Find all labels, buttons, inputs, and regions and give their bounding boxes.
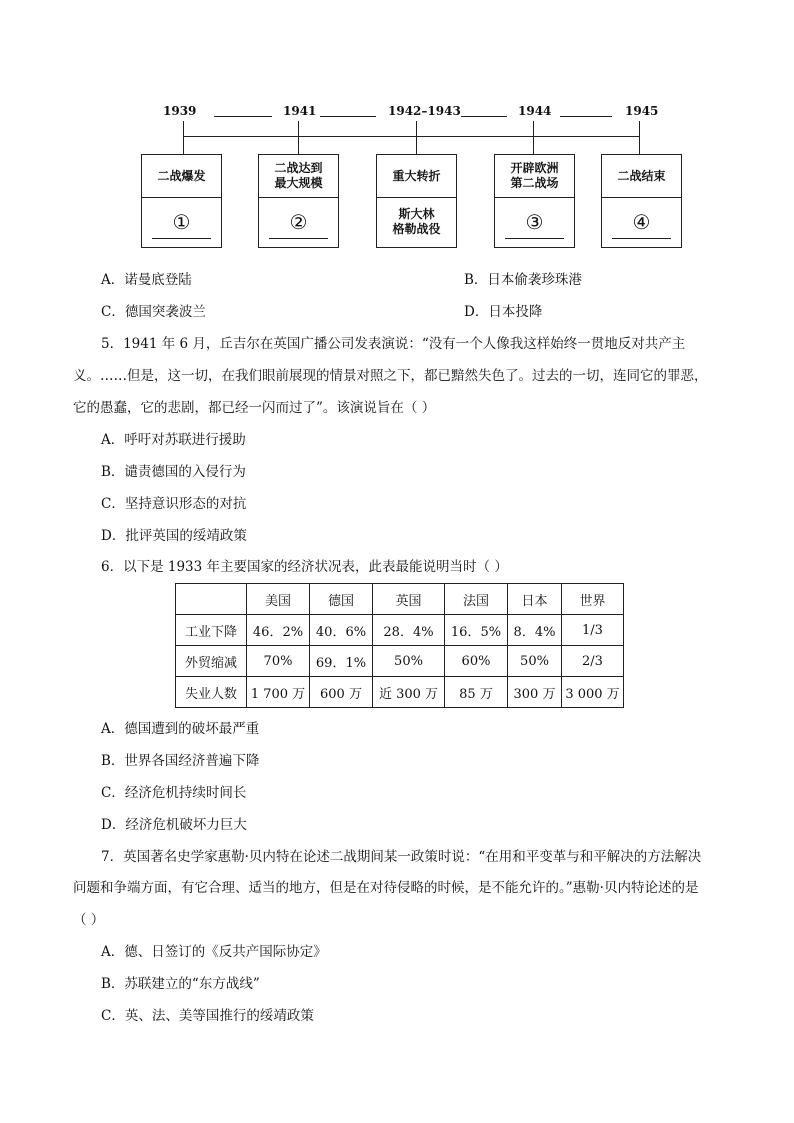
table-cell: 69．1% bbox=[310, 646, 373, 677]
timeline-box-bottom bbox=[259, 197, 338, 247]
q6-option-a[interactable]: A．德国遭到的破坏最严重 bbox=[101, 721, 260, 737]
q5-stem-line-2: 义。……但是，这一切，在我们眼前展现的情景对照之下，都已黯然失色了。过去的一切，连同它的罪恶， bbox=[73, 368, 708, 384]
table-cell: 46．2% bbox=[247, 615, 310, 646]
timeline-tick bbox=[416, 121, 417, 154]
timeline-box-top: 二战结束 bbox=[602, 155, 681, 198]
timeline-year-1944: 1944 bbox=[518, 104, 552, 118]
blank-2: ② bbox=[289, 209, 308, 234]
q5-option-a[interactable]: A．呼吁对苏联进行援助 bbox=[101, 432, 246, 448]
q6-stem: 6．以下是 1933 年主要国家的经济状况表，此表最能说明当时（ ） bbox=[101, 559, 508, 575]
q4-option-b[interactable]: B．日本偷袭珍珠港 bbox=[464, 272, 582, 288]
table-cell: 8．4% bbox=[508, 615, 562, 646]
timeline-box-top: 二战爆发 bbox=[142, 155, 221, 198]
table-cell: 50% bbox=[508, 646, 562, 677]
timeline-year-1939: 1939 bbox=[163, 104, 197, 118]
timeline-year-1945: 1945 bbox=[625, 104, 659, 118]
table-header-cell: 日本 bbox=[508, 584, 562, 615]
q5-option-d[interactable]: D．批评英国的绥靖政策 bbox=[101, 528, 247, 544]
q5-option-b[interactable]: B．谴责德国的入侵行为 bbox=[101, 464, 246, 480]
table-cell: 50% bbox=[373, 646, 445, 677]
timeline-year-1941: 1941 bbox=[283, 104, 317, 118]
table-cell: 300 万 bbox=[508, 677, 562, 708]
blank-1: ① bbox=[172, 209, 191, 234]
q4-option-d[interactable]: D．日本投降 bbox=[464, 304, 543, 320]
q5-stem-line-1: 5．1941 年 6 月，丘吉尔在英国广播公司发表演说：“没有一个人像我这样始终一贯地反对共产主 bbox=[101, 336, 686, 352]
timeline-box-1941 bbox=[258, 154, 339, 248]
q7-stem-line-3: （ ） bbox=[73, 912, 105, 928]
table-cell: 1/3 bbox=[562, 615, 624, 646]
timeline-tick bbox=[639, 121, 640, 154]
blank-3: ③ bbox=[525, 209, 544, 234]
timeline-dash bbox=[214, 116, 272, 117]
table-cell: 28．4% bbox=[373, 615, 445, 646]
q5-option-c[interactable]: C．坚持意识形态的对抗 bbox=[101, 496, 247, 512]
table-header-cell: 英国 bbox=[373, 584, 445, 615]
q6-option-d[interactable]: D．经济危机破坏力巨大 bbox=[101, 817, 247, 833]
timeline-box-top: 重大转折 bbox=[377, 155, 456, 198]
timeline-box-bottom bbox=[495, 197, 574, 247]
q7-stem-line-2: 问题和争端方面，有它合理、适当的地方，但是在对待侵略的时候，是不能允许的。”惠勒·贝内特论述的是 bbox=[73, 880, 699, 896]
table-cell: 工业下降 bbox=[176, 615, 247, 646]
timeline-tick bbox=[183, 121, 184, 154]
timeline-box-bottom bbox=[377, 197, 456, 247]
timeline-box-1942-1943 bbox=[376, 154, 457, 248]
table-cell: 3 000 万 bbox=[562, 677, 624, 708]
table-cell: 70% bbox=[247, 646, 310, 677]
timeline-box-top: 二战达到 最大规模 bbox=[259, 155, 338, 198]
table-cell: 外贸缩减 bbox=[176, 646, 247, 677]
q7-option-b[interactable]: B．苏联建立的“东方战线” bbox=[101, 976, 260, 992]
table-cell: 60% bbox=[445, 646, 508, 677]
timeline-box-top: 开辟欧洲 第二战场 bbox=[495, 155, 574, 198]
timeline-box-1944 bbox=[494, 154, 575, 248]
timeline-box-bottom bbox=[602, 197, 681, 247]
timeline-box-1939 bbox=[141, 154, 222, 248]
timeline-box-1945 bbox=[601, 154, 682, 248]
table-row bbox=[176, 646, 624, 677]
timeline-box-bottom bbox=[142, 197, 221, 247]
table-cell: 600 万 bbox=[310, 677, 373, 708]
table-cell: 失业人数 bbox=[176, 677, 247, 708]
table-cell: 1 700 万 bbox=[247, 677, 310, 708]
table-header-cell: 美国 bbox=[247, 584, 310, 615]
q7-option-a[interactable]: A．德、日签订的《反共产国际协定》 bbox=[101, 944, 327, 960]
timeline-tick bbox=[298, 121, 299, 154]
q7-stem-line-1: 7．英国著名史学家惠勒·贝内特在论述二战期间某一政策时说：“在用和平变革与和平解决的方法解决 bbox=[101, 849, 702, 865]
q6-option-c[interactable]: C．经济危机持续时间长 bbox=[101, 785, 247, 801]
table-header-cell: 德国 bbox=[310, 584, 373, 615]
timeline-dash bbox=[560, 116, 612, 117]
table-cell: 40．6% bbox=[310, 615, 373, 646]
blank-4: ④ bbox=[632, 209, 651, 234]
table-cell: 16．5% bbox=[445, 615, 508, 646]
q4-option-a[interactable]: A．诺曼底登陆 bbox=[101, 272, 192, 288]
stalingrad-label: 斯大林 格勒战役 bbox=[392, 207, 441, 236]
timeline-axis bbox=[184, 136, 640, 137]
timeline-tick bbox=[533, 121, 534, 154]
table-header-cell bbox=[176, 584, 247, 615]
q4-option-c[interactable]: C．德国突袭波兰 bbox=[101, 304, 206, 320]
timeline-year-1942-1943: 1942–1943 bbox=[388, 104, 461, 118]
timeline-dash bbox=[320, 116, 376, 117]
q5-stem-line-3: 它的愚蠢，它的悲剧，都已经一闪而过了”。该演说旨在（ ） bbox=[73, 400, 436, 416]
table-header-row bbox=[176, 584, 624, 615]
timeline-dash bbox=[461, 116, 507, 117]
table-header-cell: 法国 bbox=[445, 584, 508, 615]
economy-table bbox=[175, 583, 624, 708]
q6-option-b[interactable]: B．世界各国经济普遍下降 bbox=[101, 753, 260, 769]
table-cell: 近 300 万 bbox=[373, 677, 445, 708]
table-row bbox=[176, 677, 624, 708]
q7-option-c[interactable]: C．英、法、美等国推行的绥靖政策 bbox=[101, 1008, 314, 1024]
table-cell: 2/3 bbox=[562, 646, 624, 677]
table-header-cell: 世界 bbox=[562, 584, 624, 615]
table-row bbox=[176, 615, 624, 646]
table-cell: 85 万 bbox=[445, 677, 508, 708]
